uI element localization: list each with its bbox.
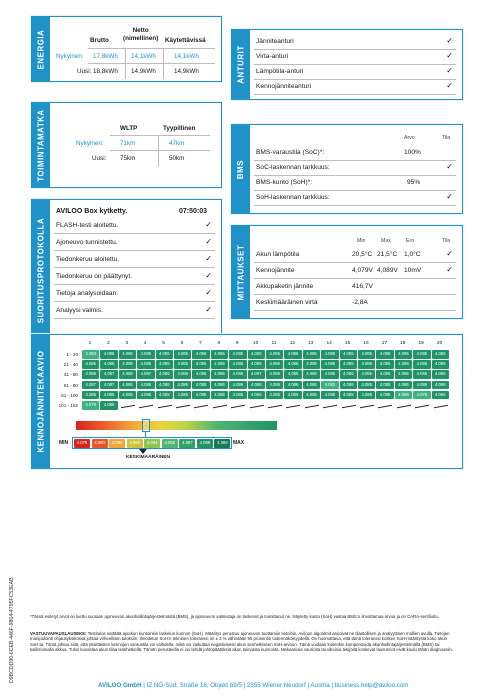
scale-value: 4.080 xyxy=(92,439,108,448)
cell-voltage: 4.083 xyxy=(321,381,338,390)
cell-voltage: 4.086 xyxy=(340,381,357,390)
cell-voltage: 4.085 xyxy=(137,391,154,400)
scale-value: 4.079 xyxy=(74,439,90,448)
cell-voltage: 4.086 xyxy=(413,370,430,379)
energy-new-usable: 14,9kWh xyxy=(174,68,199,75)
average-arrow-icon xyxy=(139,449,147,454)
empty-cell xyxy=(268,405,282,416)
cell-voltage: 4.086 xyxy=(248,381,265,390)
energy-current-usable: 14,1kWh xyxy=(174,53,199,60)
cell-voltage: 4.086 xyxy=(211,350,228,359)
cell-voltage: 4.087 xyxy=(100,381,117,390)
column-number: 6 xyxy=(180,341,184,346)
bms-row: BMS-varaustila (SoC)*: 100% xyxy=(254,146,456,161)
check-icon: ✓ xyxy=(205,271,212,280)
cell-voltage: 4.086 xyxy=(156,381,173,390)
protocol-title: AVILOO Box kytketty. xyxy=(56,208,128,215)
measurement-row: Kennojännite 4,079V 4,089V 10mV ✓ xyxy=(254,264,456,279)
cell-voltage: 4.086 xyxy=(321,391,338,400)
cell-voltage: 4.085 xyxy=(82,360,99,369)
cell-voltage: 4.085 xyxy=(432,350,449,359)
cell-voltage: 4.085 xyxy=(119,360,136,369)
meas-col-status: Tila xyxy=(442,238,451,244)
row-range-label: 61 - 80 xyxy=(63,382,78,388)
cell-voltage: 4.085 xyxy=(266,391,283,400)
cell-voltage: 4.085 xyxy=(358,370,375,379)
energy-row-new-label: Uusi: xyxy=(77,68,92,75)
column-number: 18 xyxy=(400,341,406,346)
cell-voltage: 4.086 xyxy=(358,360,375,369)
bms-row: BMS-kunto (SoH)*: 95% xyxy=(254,176,456,191)
cell-voltage: 4.085 xyxy=(248,350,265,359)
cell-voltage: 4.086 xyxy=(266,370,283,379)
empty-cell xyxy=(360,405,374,416)
cell-voltage: 4.079 xyxy=(82,401,99,410)
cell-voltage: 4.086 xyxy=(432,360,449,369)
protocol-time: 07:50:03 xyxy=(179,208,208,215)
energy-new-gross: 18,8kWh xyxy=(93,68,118,75)
cell-voltage: 4.086 xyxy=(395,370,412,379)
cell-voltage: 4.086 xyxy=(229,381,246,390)
cell-voltage: 4.085 xyxy=(358,381,375,390)
column-number: 19 xyxy=(418,341,424,346)
bms-col-value: Arvo xyxy=(404,135,415,141)
range-card xyxy=(31,102,222,188)
cell-voltage: 4.086 xyxy=(119,370,136,379)
scale-value: 4.085 xyxy=(162,439,178,448)
empty-cell xyxy=(231,405,245,416)
column-number: 12 xyxy=(289,341,296,346)
row-range-label: 101 - 102 xyxy=(58,403,78,408)
cell-voltage: 4.086 xyxy=(321,350,338,359)
column-number: 1 xyxy=(88,341,92,346)
column-number: 14 xyxy=(326,341,332,346)
cell-voltage: 4.086 xyxy=(174,381,191,390)
cell-voltage: 4.083 xyxy=(82,350,99,359)
empty-cell xyxy=(121,405,135,416)
empty-cell xyxy=(250,405,264,416)
cell-voltage: 4.085 xyxy=(192,370,209,379)
column-number: 9 xyxy=(235,341,239,346)
cell-voltage: 4.085 xyxy=(303,391,320,400)
sensors-card xyxy=(231,29,463,100)
cell-voltage: 4.087 xyxy=(82,381,99,390)
meas-col-min: Min xyxy=(357,238,366,244)
energy-side-label: ENERGIA xyxy=(32,17,50,81)
scale-value: 4.087 xyxy=(179,439,195,448)
cell-voltage: 4.086 xyxy=(340,370,357,379)
scale-max-label: MAX xyxy=(233,440,245,446)
cell-voltage: 4.086 xyxy=(284,350,301,359)
meas-col-max: Max xyxy=(381,238,391,244)
cell-voltage: 4.087 xyxy=(100,370,117,379)
cell-voltage: 4.085 xyxy=(100,391,117,400)
empty-cell xyxy=(213,405,227,416)
cell-voltage: 4.086 xyxy=(413,381,430,390)
column-number: 17 xyxy=(381,341,388,346)
cell-voltage: 4.085 xyxy=(137,350,154,359)
range-current-label: Nykyinen: xyxy=(76,140,104,147)
cell-voltage: 4.086 xyxy=(266,381,283,390)
protocol-step: Tietoja analysoidaan. ✓ xyxy=(54,287,215,302)
empty-cell xyxy=(323,405,337,416)
bms-col-status: Tila xyxy=(442,135,451,141)
cell-voltage: 4.086 xyxy=(82,391,99,400)
protocol-step: Tiedonkeruu on päättynyt. ✓ xyxy=(54,270,215,285)
check-icon: ✓ xyxy=(446,51,453,60)
protocol-step: Analyysi valmis. ✓ xyxy=(54,304,215,319)
cell-voltage: 4.086 xyxy=(432,391,449,400)
cell-voltage: 4.086 xyxy=(284,370,301,379)
range-col-wltp: WLTP xyxy=(120,125,138,132)
check-icon: ✓ xyxy=(446,265,453,274)
cell-voltage: 4.086 xyxy=(432,381,449,390)
scale-min-label: MIN xyxy=(59,440,69,446)
energy-col-gross: Brutto xyxy=(90,37,109,44)
cell-voltage: 4.085 xyxy=(376,370,393,379)
scale-value: 4.084 xyxy=(144,439,160,448)
cell-voltage: 4.086 xyxy=(119,350,136,359)
empty-cell xyxy=(342,405,356,416)
check-icon: ✓ xyxy=(446,66,453,75)
cell-voltage: 4.085 xyxy=(192,360,209,369)
column-number: 3 xyxy=(125,341,129,346)
cell-voltage: 4.086 xyxy=(174,370,191,379)
cell-voltage: 4.086 xyxy=(284,360,301,369)
cell-voltage: 4.086 xyxy=(303,370,320,379)
check-icon: ✓ xyxy=(205,254,212,263)
check-icon: ✓ xyxy=(446,162,453,171)
cell-voltage: 4.086 xyxy=(156,370,173,379)
footnote: *Tässä esitetyt arvot on luettu suoraan ajoneuvon akunhallintajärjestelmästä (BMS), ja ajoneuvon valmistaja on laskenut ja toimittanut ne. Näytetty kunto (SoH) vastaa BMS:n ilmoittamaa arvoa ja on CARA-sertifioitu. xyxy=(30,614,439,619)
cell-voltage: 4.086 xyxy=(266,360,283,369)
cell-voltage: 4.085 xyxy=(303,350,320,359)
cell-voltage: 4.086 xyxy=(376,381,393,390)
cell-voltage: 4.085 xyxy=(321,370,338,379)
check-icon: ✓ xyxy=(446,36,453,45)
cell-voltage: 4.085 xyxy=(395,350,412,359)
row-range-label: 21 - 40 xyxy=(63,362,78,368)
footer xyxy=(30,682,495,689)
cells-side-label: KENNOJÄNNITEKAAVIO xyxy=(32,335,50,468)
cell-voltage-card xyxy=(31,334,463,469)
empty-cell xyxy=(286,405,300,416)
range-current-typical: 47km xyxy=(169,140,185,147)
cell-voltage: 4.087 xyxy=(137,370,154,379)
sensors-side-label: ANTURIT xyxy=(232,30,250,99)
check-icon: ✓ xyxy=(446,192,453,201)
cell-voltage: 4.085 xyxy=(100,360,117,369)
cell-voltage: 4.085 xyxy=(174,350,191,359)
cell-voltage: 4.086 xyxy=(321,360,338,369)
cell-voltage: 4.087 xyxy=(248,370,265,379)
empty-cell xyxy=(305,405,319,416)
bms-row: SoC-laskennan tarkkuus: ✓ xyxy=(254,161,456,176)
cell-voltage: 4.086 xyxy=(358,391,375,400)
energy-card xyxy=(31,16,222,82)
cell-voltage: 4.086 xyxy=(211,381,228,390)
energy-col-usable: Käytettävissä xyxy=(165,37,206,44)
column-number: 4 xyxy=(143,341,147,346)
cell-voltage: 4.086 xyxy=(284,381,301,390)
bms-card xyxy=(231,124,463,214)
empty-cell xyxy=(158,405,172,416)
cell-voltage: 4.086 xyxy=(229,370,246,379)
cell-voltage: 4.086 xyxy=(303,381,320,390)
serial-number: D9BCDD90-6CEB-446F-9804-4795FC53EAB xyxy=(9,577,15,683)
cell-voltage: 4.085 xyxy=(137,360,154,369)
average-label: KESKIMÄÄRÄINEN xyxy=(126,455,170,460)
measurement-row: Akkupaketin jännite 416,7V xyxy=(254,280,456,295)
gradient-bar xyxy=(76,421,277,430)
cell-voltage: 4.086 xyxy=(395,381,412,390)
empty-cell xyxy=(434,405,448,416)
column-number: 20 xyxy=(436,341,443,346)
check-icon: ✓ xyxy=(205,220,212,229)
cell-voltage: 4.085 xyxy=(156,391,173,400)
range-new-label: Uusi: xyxy=(92,155,107,162)
cell-voltage: 4.086 xyxy=(284,391,301,400)
column-number: 11 xyxy=(271,341,277,346)
cell-voltage: 4.086 xyxy=(229,391,246,400)
cell-voltage: 4.086 xyxy=(248,360,265,369)
measurements-card xyxy=(231,225,463,319)
energy-new-net: 14,9kWh xyxy=(131,68,156,75)
gradient-marker xyxy=(142,419,150,432)
check-icon: ✓ xyxy=(205,305,212,314)
energy-current-net: 14,1kWh xyxy=(131,53,156,60)
range-current-wltp: 71km xyxy=(120,140,136,147)
measurements-side-label: MITTAUKSET xyxy=(232,226,250,318)
cell-voltage: 4.085 xyxy=(211,391,228,400)
scale-value: 4.082 xyxy=(109,439,125,448)
cell-voltage: 4.085 xyxy=(340,360,357,369)
cell-voltage: 4.086 xyxy=(100,350,117,359)
cell-voltage: 4.086 xyxy=(137,381,154,390)
energy-current-gross: 17,8kWh xyxy=(93,53,118,60)
cell-voltage: 4.086 xyxy=(174,391,191,400)
empty-cell xyxy=(139,405,153,416)
cell-voltage: 4.086 xyxy=(211,370,228,379)
cell-voltage: 4.086 xyxy=(413,360,430,369)
energy-row-current-label: Nykyinen: xyxy=(56,53,84,60)
empty-cell xyxy=(415,405,429,416)
cell-voltage: 4.085 xyxy=(376,360,393,369)
row-range-label: 41 - 60 xyxy=(63,372,78,378)
protocol-side-label: SUORITUSPROTOKOLLA xyxy=(32,200,50,341)
cell-voltage: 4.086 xyxy=(432,370,449,379)
empty-cell xyxy=(378,405,392,416)
empty-cell xyxy=(176,405,190,416)
cell-voltage: 4.085 xyxy=(376,350,393,359)
column-number: 13 xyxy=(308,341,314,346)
bms-side-label: BMS xyxy=(232,125,250,213)
sensor-row: Kennojänniteanturi ✓ xyxy=(254,80,456,95)
check-icon: ✓ xyxy=(446,249,453,258)
cell-voltage: 4.085 xyxy=(211,360,228,369)
check-icon: ✓ xyxy=(446,81,453,90)
empty-cell xyxy=(397,405,411,416)
measurement-row: Akun lämpötila 20,5°C 21,5°C 1,0°C ✓ xyxy=(254,248,456,263)
cell-voltage: 4.085 xyxy=(413,350,430,359)
column-number: 7 xyxy=(199,341,202,346)
scale-values xyxy=(74,439,232,448)
cell-voltage: 4.086 xyxy=(100,401,117,410)
cell-voltage: 4.086 xyxy=(82,370,99,379)
cell-voltage: 4.085 xyxy=(156,360,173,369)
meas-col-diff: Ero xyxy=(406,238,415,244)
measurement-row: Keskimääräinen virta -2,8A xyxy=(254,296,456,311)
cell-voltage: 4.085 xyxy=(266,350,283,359)
cell-voltage: 4.085 xyxy=(174,360,191,369)
sensor-row: Jänniteanturi ✓ xyxy=(254,35,456,50)
protocol-step: Ajoneuvo tunnistettu. ✓ xyxy=(54,236,215,251)
column-number: 8 xyxy=(217,341,221,346)
cell-voltage: 4.085 xyxy=(229,350,246,359)
cell-voltage: 4.085 xyxy=(229,360,246,369)
cell-voltage: 4.089 xyxy=(395,391,412,400)
range-side-label: TOIMINTAMATKA xyxy=(32,103,50,187)
range-new-typical: 50km xyxy=(169,155,185,162)
cell-voltage: 4.085 xyxy=(303,360,320,369)
range-new-wltp: 75km xyxy=(120,155,136,162)
protocol-card xyxy=(31,199,222,342)
cell-voltage: 4.086 xyxy=(395,360,412,369)
cell-voltage: 4.086 xyxy=(192,381,209,390)
cell-voltage: 4.085 xyxy=(156,350,173,359)
check-icon: ✓ xyxy=(205,237,212,246)
scale-value: 4.089 xyxy=(214,439,230,448)
scale-value: 4.083 xyxy=(127,439,143,448)
cell-voltage: 4.085 xyxy=(376,391,393,400)
row-range-label: 81 - 100 xyxy=(61,392,78,398)
cell-voltage: 4.085 xyxy=(119,391,136,400)
column-number: 5 xyxy=(162,341,165,346)
check-icon: ✓ xyxy=(205,288,212,297)
cell-voltage: 4.086 xyxy=(192,350,209,359)
column-number: 2 xyxy=(107,341,110,346)
scale-value: 4.088 xyxy=(197,439,213,448)
bms-row: SoH-laskennan tarkkuus: ✓ xyxy=(254,191,456,206)
row-range-label: 1 - 20 xyxy=(66,352,78,357)
sensor-row: Virta-anturi ✓ xyxy=(254,50,456,65)
cell-voltage: 4.085 xyxy=(192,391,209,400)
cell-voltage: 4.079 xyxy=(413,391,430,400)
cell-voltage: 4.086 xyxy=(119,381,136,390)
cell-voltage: 4.085 xyxy=(358,350,375,359)
sensor-row: Lämpötila-anturi ✓ xyxy=(254,65,456,80)
empty-cell xyxy=(194,405,208,416)
cell-voltage: 4.085 xyxy=(340,350,357,359)
column-number: 16 xyxy=(363,341,369,346)
protocol-step: FLASH-testi aloitettu. ✓ xyxy=(54,219,215,234)
column-number: 15 xyxy=(344,341,351,346)
cell-voltage: 4.085 xyxy=(340,391,357,400)
cell-voltage: 4.086 xyxy=(248,391,265,400)
protocol-step: Tiedonkeruu aloitettu. ✓ xyxy=(54,253,215,268)
disclaimer: VASTUUVAPAUSLAUSEKE: Testitulos sisältää ajoakun kuntoinkin laskelun kunnon (SoH). Määritys perustuu ajoneuvon tuottamiin tietoihin. Aviloon algoritmit arvioivat ne tilastollisen ja analyyttisen mallien avulla. Tietojen manipulointi ohjausyksikössä johtaa virheellisiin tuloksiin. Ilmoitetun SoH:n tekninen toleranssi on ± 3 % vähintään 95 prosentin todennäköisyydellä. On huomattava, että tämä toleranssi koskee SoH-määritystä koko akun SoH:ta. Tämä johtuu siitä, että yksittäisten kennojen varaustila voi vaihdella, mikä voi vaikuttaa negatiivisesti akun senhetkiseen SoH-arvoon. Tämä voidaan kuitenkin kompensoida akunhallintajärjestelmällä (BMS) tai kalibroimalla akkua. Tulos kuvastaa akun tilaa testihetkellä. Tämän perusteella ei voi tehdä johtopäätöksiä akun tulevasta kunnosta. Mekaanisia vaurioita tai ulkoisia tekijöitä koskevat lausunnot eivät kuulu tähän diagnoosiin. xyxy=(30,631,453,653)
footer-company: AVILOO GmbH xyxy=(98,682,142,689)
footer-address: | IZ NÖ-Süd, Straße 16, Objekt 69/5 | 2355 Wiener Neudorf | Austria | business.help@aviloo.com xyxy=(143,682,409,689)
range-col-typical: Tyypillinen xyxy=(163,125,196,132)
column-number: 10 xyxy=(252,341,259,346)
energy-col-net: Netto (nimellinen) xyxy=(123,27,159,42)
